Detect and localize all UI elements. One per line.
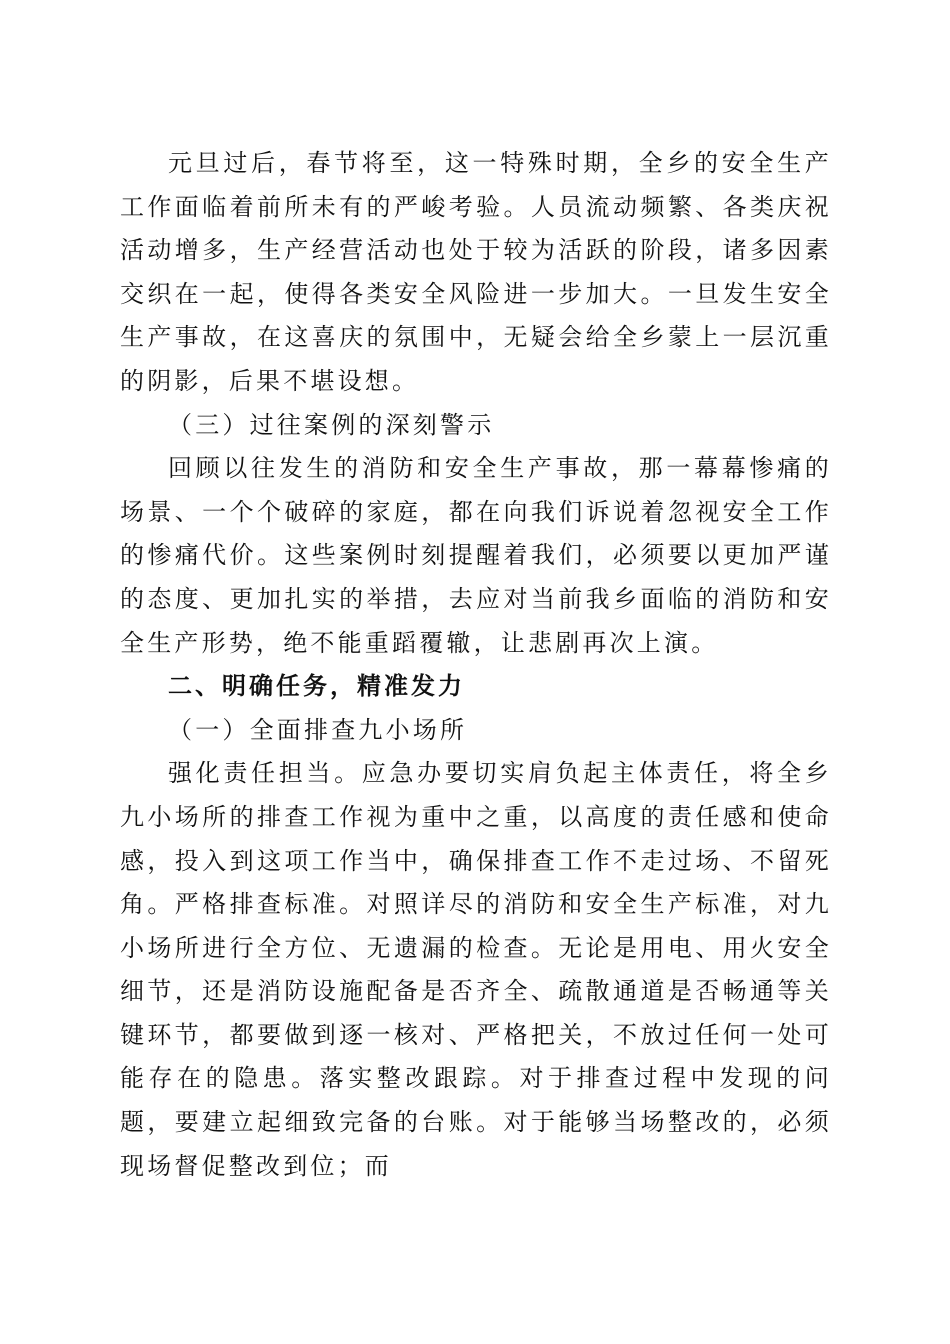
section-heading-tasks: 二、明确任务，精准发力 bbox=[168, 672, 465, 701]
paragraph-past-cases: 回顾以往发生的消防和安全生产事故，那一幕幕惨痛的场景、一个个破碎的家庭，都在向我们诉说着忽视安全工作的惨痛代价。这些案例时刻提醒着我们，必须要以更加严谨的态度、更加扎实的举措，去应对当前我乡面临的消防和安全生产形势，绝不能重蹈覆辙，让悲剧再次上演。 bbox=[120, 454, 832, 657]
document-page bbox=[120, 142, 832, 1188]
subheading-past-cases: （三）过往案例的深刻警示 bbox=[168, 410, 495, 439]
paragraph-holiday-safety: 元旦过后，春节将至，这一特殊时期，全乡的安全生产工作面临着前所未有的严峻考验。人员流动频繁、各类庆祝活动增多，生产经营活动也处于较为活跃的阶段，诸多因素交织在一起，使得各类安全风险进一步加大。一旦发生安全生产事故，在这喜庆的氛围中，无疑会给全乡蒙上一层沉重的阴影，后果不堪设想。 bbox=[120, 149, 832, 395]
subheading-inspection: （一）全面排查九小场所 bbox=[168, 715, 468, 744]
paragraph-inspection: 强化责任担当。应急办要切实肩负起主体责任，将全乡九小场所的排查工作视为重中之重，以高度的责任感和使命感，投入到这项工作当中，确保排查工作不走过场、不留死角。严格排查标准。对照详尽的消防和安全生产标准，对九小场所进行全方位、无遗漏的检查。无论是用电、用火安全细节，还是消防设施配备是否齐全、疏散通道是否畅通等关键环节，都要做到逐一核对、严格把关，不放过任何一处可能存在的隐患。落实整改跟踪。对于排查过程中发现的问题，要建立起细致完备的台账。对于能够当场整改的，必须现场督促整改到位；而 bbox=[120, 759, 832, 1180]
